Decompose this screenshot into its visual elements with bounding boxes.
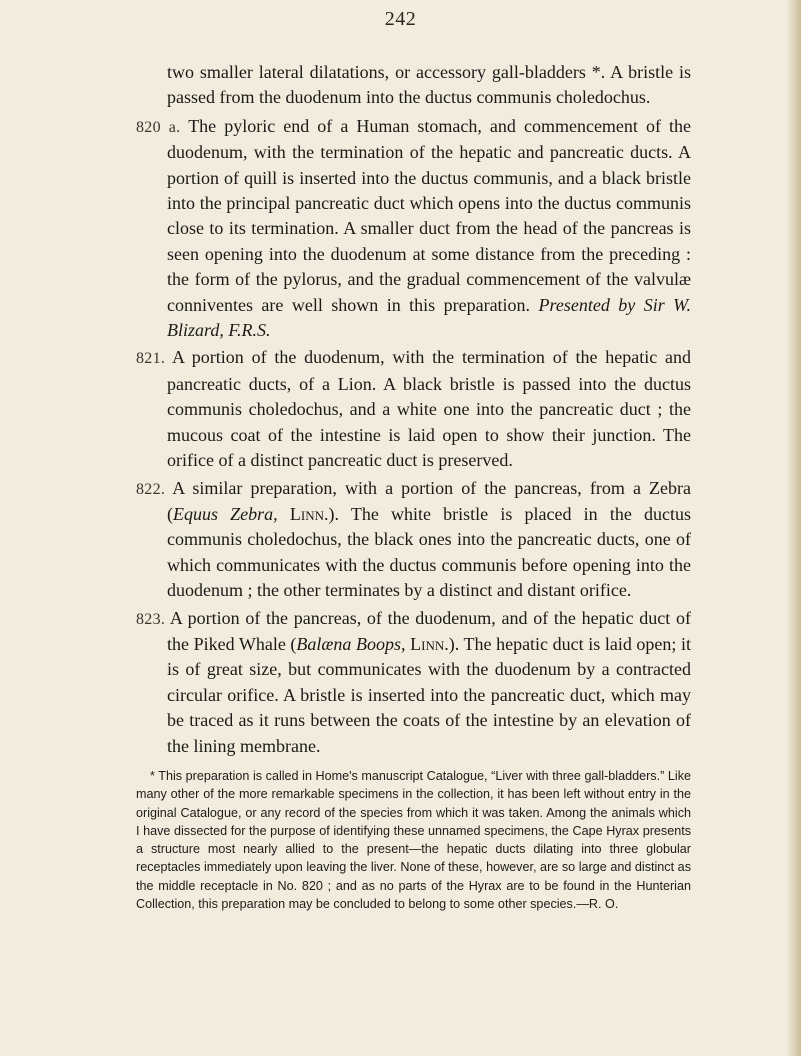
species-authority: Linn. — [410, 633, 449, 654]
entry-821 — [136, 345, 691, 473]
species-name: Balæna Boops, — [296, 633, 406, 654]
entry-text-before: A portion of the pancreas, of the duodenum, and of the hepatic duct of the Piked Whale ( — [167, 607, 691, 654]
page-edge — [787, 0, 801, 1056]
presented-by: Presented by Sir W. Blizard, F.R.S. — [167, 294, 691, 341]
entry-text-before: A similar preparation, with a portion of the pancreas, from a Zebra ( — [167, 477, 691, 524]
entry-820 — [136, 114, 691, 344]
entry-number: 821. — [136, 350, 166, 368]
species-name: Equus Zebra, — [173, 503, 278, 524]
footnote: * This preparation is called in Home's manuscript Catalogue, “Liver with three gall-bladders.” Like many other of the more remarkable specimens in the collection, it has been left without entry in the original Catalogue, or any record of the species from which it was taken. Among the animals which I have dissected for the purpose of identifying these unnamed specimens, the Cape Hyrax presents a structure most nearly allied to the present—the hepatic ducts dilating into three globular receptacles immediately upon leaving the liver. None of these, however, are so large and distinct as the middle receptacle in No. 820 ; and as no parts of the Hyrax are to be found in the Hunterian Collection, this preparation may be concluded to belong to some other species.—R. O. — [136, 768, 691, 912]
entry-text-after: ). The white bristle is placed in the ductus communis choledochus, the black ones into the pancreatic ducts, one of which communicates with the ductus communis before opening into the duodenum ; the other terminates by a distinct and distant orifice. — [167, 503, 691, 601]
entry-number: 823. — [136, 610, 166, 628]
entry-823 — [136, 606, 691, 759]
continuation-paragraph: two smaller lateral dilatations, or accessory gall-bladders *. A bristle is passed from the duodenum into the ductus communis choledochus. — [167, 62, 691, 108]
entry-text-after: ). The hepatic duct is laid open; it is of great size, but communicates with the duodenum by a contracted circular orifice. A bristle is inserted into the pancreatic duct, which may be traced as it runs between the coats of the intestine by an elevation of the lining membrane. — [167, 633, 691, 756]
entry-text: The pyloric end of a Human stomach, and commencement of the duodenum, with the termination of the hepatic and pancreatic ducts. A portion of quill is inserted into the ductus communis, and a black bristle into the principal pancreatic duct which opens into the ductus communis close to its termination. A smaller duct from the head of the pancreas is seen opening into the duodenum at some distance from the preceding : the form of the pylorus, and the gradual commencement of the valvulæ conniventes are well shown in this preparation. — [167, 115, 691, 315]
entry-number: 822. — [136, 480, 166, 498]
entry-number: 820 a. — [136, 118, 181, 136]
entry-822 — [136, 476, 691, 604]
species-authority: Linn. — [289, 503, 329, 524]
text-block — [136, 60, 691, 913]
page-number: 242 — [384, 8, 417, 30]
entry-text: A portion of the duodenum, with the termination of the hepatic and pancreatic ducts, of a Lion. A black bristle is passed into the ductus communis choledochus, and a white one into the pancreatic duct ; the mucous coat of the intestine is laid open to show their junction. The orifice of a distinct pancreatic duct is preserved. — [167, 347, 691, 471]
